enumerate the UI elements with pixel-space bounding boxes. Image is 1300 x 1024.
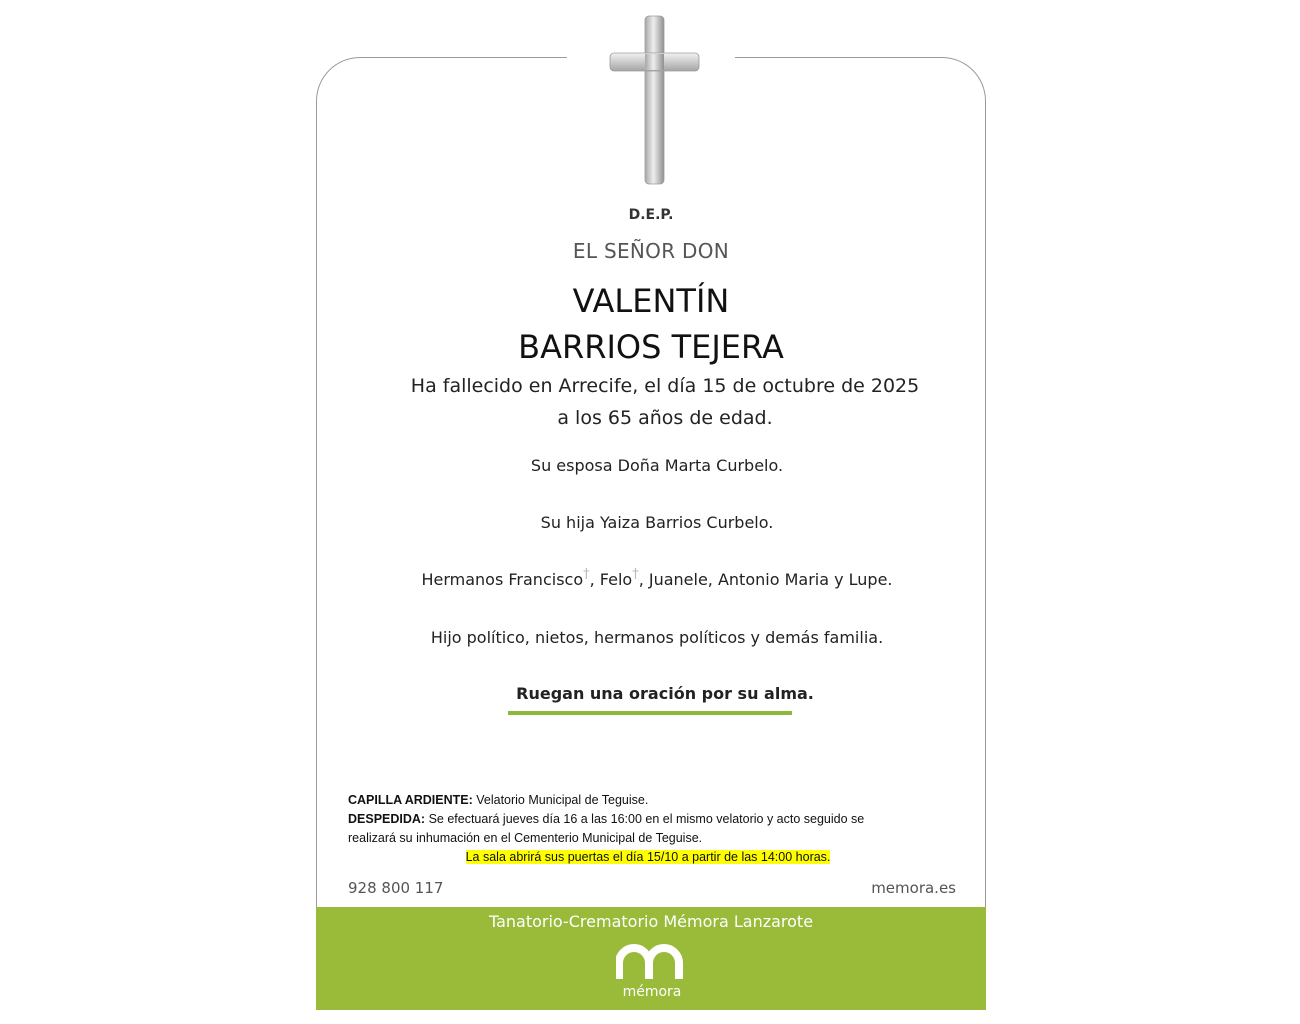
farewell-line-2: realizará su inhumación en el Cementerio Municipal de Teguise. xyxy=(348,831,703,845)
cross-icon xyxy=(609,15,701,187)
memora-logo-icon xyxy=(616,943,688,999)
death-notice-line-2: a los 65 años de edad. xyxy=(557,407,773,429)
chapel-line xyxy=(348,791,948,810)
deceased-mark-icon: † xyxy=(583,567,590,582)
death-notice-line-1: Ha fallecido en Arrecife, el día 15 de octubre de 2025 xyxy=(410,375,920,397)
contact-phone[interactable]: 928 800 117 xyxy=(348,879,444,897)
opening-notice: La sala abrirá sus puertas el día 15/10 a partir de las 14:00 horas. xyxy=(465,850,831,864)
family-daughter: Su hija Yaiza Barrios Curbelo. xyxy=(540,513,774,532)
siblings-prefix: Hermanos Francisco xyxy=(421,570,584,589)
siblings-mid: , Felo xyxy=(589,570,633,589)
farewell-line-1 xyxy=(348,810,948,829)
deceased-last-names: BARRIOS TEJERA xyxy=(518,328,784,366)
deceased-mark-icon: † xyxy=(632,567,639,582)
contact-website[interactable]: memora.es xyxy=(871,879,956,897)
family-others: Hijo político, nietos, hermanos políticos y demás familia. xyxy=(430,628,884,647)
logo-wordmark: mémora xyxy=(622,984,682,999)
prayer-request: Ruegan una oración por su alma. xyxy=(516,684,814,703)
farewell-text-1: Se efectuará jueves día 16 a las 16:00 en el mismo velatorio y acto seguido se xyxy=(425,812,865,826)
title-prefix: EL SEÑOR DON xyxy=(572,239,730,263)
arrangements-block xyxy=(348,791,948,867)
footer-title: Tanatorio-Crematorio Mémora Lanzarote xyxy=(488,912,814,931)
dep-label: D.E.P. xyxy=(628,207,674,223)
farewell-label: DESPEDIDA: xyxy=(348,812,426,826)
chapel-text: Velatorio Municipal de Teguise. xyxy=(472,793,649,807)
deceased-first-name: VALENTÍN xyxy=(572,282,730,320)
chapel-label: CAPILLA ARDIENTE: xyxy=(348,793,473,807)
notice-line xyxy=(348,848,948,867)
family-siblings xyxy=(322,567,992,589)
siblings-suffix: , Juanele, Antonio Maria y Lupe. xyxy=(638,570,893,589)
obituary-card xyxy=(316,57,986,1010)
footer-banner xyxy=(316,907,986,1010)
prayer-underline xyxy=(508,711,792,715)
family-spouse: Su esposa Doña Marta Curbelo. xyxy=(530,456,784,475)
